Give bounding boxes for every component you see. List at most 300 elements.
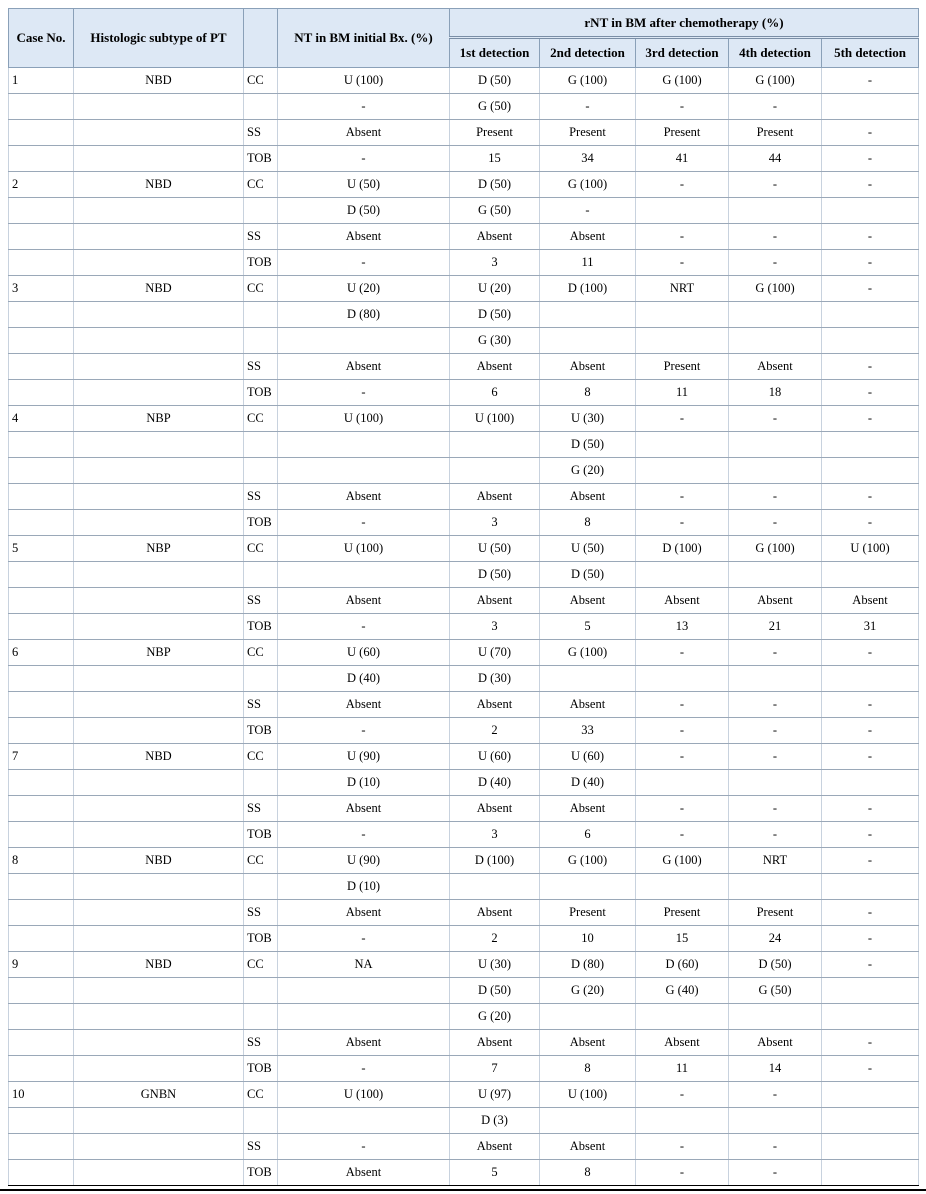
case-no-cell: 5 (9, 536, 74, 562)
detection-1-cell: 15 (450, 146, 540, 172)
results-table (8, 8, 919, 1186)
detection-3-cell (636, 1004, 729, 1030)
detection-5-cell: - (822, 484, 919, 510)
table-row (9, 328, 919, 354)
table-row (9, 146, 919, 172)
detection-2-cell: D (80) (540, 952, 636, 978)
nt-initial-cell: - (278, 380, 450, 406)
nt-initial-cell: - (278, 1056, 450, 1082)
table-row (9, 432, 919, 458)
subtype-cell (74, 380, 244, 406)
table-row (9, 1108, 919, 1134)
table-row (9, 692, 919, 718)
detection-3-cell: - (636, 510, 729, 536)
detection-3-cell: - (636, 744, 729, 770)
detection-5-cell (822, 94, 919, 120)
subtype-cell (74, 1056, 244, 1082)
detection-3-cell (636, 770, 729, 796)
nt-initial-cell: - (278, 1134, 450, 1160)
table-row (9, 120, 919, 146)
detection-2-cell: G (100) (540, 172, 636, 198)
detection-3-cell (636, 1108, 729, 1134)
table-row (9, 796, 919, 822)
table-row (9, 380, 919, 406)
case-no-cell: 4 (9, 406, 74, 432)
case-no-cell (9, 822, 74, 848)
case-no-cell (9, 458, 74, 484)
subtype-cell: NBP (74, 640, 244, 666)
subtype-cell (74, 354, 244, 380)
detection-3-cell: - (636, 1082, 729, 1108)
detection-3-cell: Present (636, 900, 729, 926)
detection-3-cell: - (636, 406, 729, 432)
detection-2-cell: G (100) (540, 848, 636, 874)
subtype-cell (74, 588, 244, 614)
parameter-cell: TOB (244, 926, 278, 952)
parameter-cell: CC (244, 172, 278, 198)
detection-5-cell (822, 978, 919, 1004)
detection-4-cell: - (729, 744, 822, 770)
nt-initial-cell: Absent (278, 354, 450, 380)
case-no-cell: 9 (9, 952, 74, 978)
table-container (8, 8, 918, 1186)
detection-1-cell: 3 (450, 822, 540, 848)
nt-initial-cell: U (100) (278, 536, 450, 562)
parameter-cell (244, 302, 278, 328)
detection-3-cell (636, 666, 729, 692)
nt-initial-cell: D (80) (278, 302, 450, 328)
detection-2-cell: 34 (540, 146, 636, 172)
nt-initial-cell: - (278, 926, 450, 952)
detection-1-cell: D (3) (450, 1108, 540, 1134)
case-no-cell (9, 250, 74, 276)
detection-5-cell: - (822, 172, 919, 198)
case-no-cell (9, 614, 74, 640)
parameter-cell (244, 1004, 278, 1030)
detection-4-cell: - (729, 172, 822, 198)
case-no-cell (9, 666, 74, 692)
detection-3-cell (636, 302, 729, 328)
detection-5-cell: 31 (822, 614, 919, 640)
detection-2-cell: U (50) (540, 536, 636, 562)
table-row (9, 562, 919, 588)
nt-initial-cell: - (278, 510, 450, 536)
case-no-cell: 8 (9, 848, 74, 874)
detection-1-cell: G (30) (450, 328, 540, 354)
detection-4-cell: G (100) (729, 276, 822, 302)
detection-1-cell: 6 (450, 380, 540, 406)
case-no-cell (9, 978, 74, 1004)
table-row (9, 848, 919, 874)
detection-3-cell: - (636, 224, 729, 250)
detection-1-cell: Absent (450, 484, 540, 510)
parameter-cell: CC (244, 276, 278, 302)
parameter-cell: SS (244, 796, 278, 822)
table-row (9, 406, 919, 432)
parameter-cell (244, 1108, 278, 1134)
parameter-cell: TOB (244, 250, 278, 276)
detection-5-cell: U (100) (822, 536, 919, 562)
nt-initial-cell (278, 562, 450, 588)
detection-5-cell (822, 770, 919, 796)
table-body (9, 68, 919, 1186)
subtype-cell (74, 94, 244, 120)
detection-3-cell: 11 (636, 380, 729, 406)
detection-1-cell: D (50) (450, 562, 540, 588)
subtype-cell (74, 198, 244, 224)
detection-3-cell: G (100) (636, 848, 729, 874)
detection-3-cell (636, 198, 729, 224)
subtype-cell (74, 458, 244, 484)
detection-2-cell: G (100) (540, 640, 636, 666)
subtype-cell (74, 666, 244, 692)
table-header (9, 9, 919, 68)
subtype-cell (74, 770, 244, 796)
subtype-cell (74, 510, 244, 536)
subtype-cell: NBD (74, 276, 244, 302)
detection-3-cell: - (636, 94, 729, 120)
detection-2-cell: Absent (540, 588, 636, 614)
nt-initial-cell: U (100) (278, 406, 450, 432)
header-case-no: Case No. (9, 9, 74, 68)
subtype-cell: GNBN (74, 1082, 244, 1108)
case-no-cell: 10 (9, 1082, 74, 1108)
case-no-cell (9, 1134, 74, 1160)
detection-3-cell: - (636, 250, 729, 276)
detection-2-cell: U (100) (540, 1082, 636, 1108)
detection-3-cell: Present (636, 354, 729, 380)
table-row (9, 900, 919, 926)
detection-4-cell: - (729, 250, 822, 276)
subtype-cell (74, 302, 244, 328)
detection-2-cell: D (40) (540, 770, 636, 796)
detection-1-cell: D (40) (450, 770, 540, 796)
parameter-cell: TOB (244, 1160, 278, 1186)
detection-2-cell: 6 (540, 822, 636, 848)
detection-4-cell: 14 (729, 1056, 822, 1082)
parameter-cell: SS (244, 692, 278, 718)
detection-4-cell (729, 1108, 822, 1134)
table-row (9, 640, 919, 666)
case-no-cell (9, 900, 74, 926)
parameter-cell (244, 94, 278, 120)
parameter-cell (244, 458, 278, 484)
detection-5-cell: - (822, 224, 919, 250)
detection-5-cell (822, 302, 919, 328)
detection-3-cell: Present (636, 120, 729, 146)
detection-1-cell: Absent (450, 354, 540, 380)
detection-4-cell: Present (729, 900, 822, 926)
detection-3-cell (636, 328, 729, 354)
table-row (9, 536, 919, 562)
detection-5-cell: - (822, 1056, 919, 1082)
detection-1-cell: Absent (450, 1030, 540, 1056)
detection-5-cell: - (822, 354, 919, 380)
detection-1-cell: 3 (450, 510, 540, 536)
detection-1-cell: Absent (450, 1134, 540, 1160)
detection-1-cell: U (97) (450, 1082, 540, 1108)
table-row (9, 484, 919, 510)
detection-3-cell: - (636, 692, 729, 718)
subtype-cell (74, 328, 244, 354)
case-no-cell (9, 1030, 74, 1056)
detection-2-cell: 8 (540, 1160, 636, 1186)
parameter-cell: CC (244, 1082, 278, 1108)
parameter-cell: CC (244, 848, 278, 874)
detection-4-cell: - (729, 510, 822, 536)
detection-1-cell: G (20) (450, 1004, 540, 1030)
detection-5-cell: - (822, 744, 919, 770)
detection-5-cell: Absent (822, 588, 919, 614)
case-no-cell (9, 146, 74, 172)
detection-5-cell (822, 1108, 919, 1134)
detection-3-cell (636, 432, 729, 458)
detection-5-cell: - (822, 926, 919, 952)
detection-1-cell: 5 (450, 1160, 540, 1186)
table-row (9, 224, 919, 250)
nt-initial-cell: Absent (278, 692, 450, 718)
case-no-cell (9, 1056, 74, 1082)
detection-4-cell: - (729, 640, 822, 666)
table-row (9, 1134, 919, 1160)
subtype-cell (74, 718, 244, 744)
detection-4-cell: G (100) (729, 68, 822, 94)
case-no-cell (9, 1160, 74, 1186)
case-no-cell (9, 692, 74, 718)
nt-initial-cell: Absent (278, 1160, 450, 1186)
table-row (9, 822, 919, 848)
detection-2-cell: Absent (540, 796, 636, 822)
detection-1-cell: D (50) (450, 302, 540, 328)
nt-initial-cell: Absent (278, 1030, 450, 1056)
header-detection: 5th detection (822, 38, 919, 68)
header-detection: 3rd detection (636, 38, 729, 68)
detection-2-cell (540, 302, 636, 328)
case-no-cell (9, 796, 74, 822)
detection-4-cell: G (50) (729, 978, 822, 1004)
detection-2-cell: Absent (540, 1030, 636, 1056)
detection-4-cell: 21 (729, 614, 822, 640)
case-no-cell (9, 198, 74, 224)
subtype-cell (74, 614, 244, 640)
nt-initial-cell (278, 978, 450, 1004)
table-row (9, 874, 919, 900)
detection-5-cell: - (822, 692, 919, 718)
subtype-cell (74, 432, 244, 458)
parameter-cell (244, 562, 278, 588)
detection-3-cell: - (636, 172, 729, 198)
detection-3-cell: Absent (636, 588, 729, 614)
detection-5-cell: - (822, 848, 919, 874)
case-no-cell (9, 510, 74, 536)
bottom-rule (0, 1189, 926, 1191)
detection-1-cell: 3 (450, 614, 540, 640)
subtype-cell (74, 250, 244, 276)
table-row (9, 1004, 919, 1030)
detection-5-cell: - (822, 276, 919, 302)
case-no-cell: 3 (9, 276, 74, 302)
nt-initial-cell: D (10) (278, 770, 450, 796)
subtype-cell (74, 822, 244, 848)
detection-4-cell: Absent (729, 354, 822, 380)
detection-4-cell: - (729, 1082, 822, 1108)
detection-3-cell: - (636, 718, 729, 744)
detection-1-cell: D (50) (450, 172, 540, 198)
case-no-cell (9, 484, 74, 510)
subtype-cell (74, 146, 244, 172)
detection-1-cell: G (50) (450, 198, 540, 224)
detection-5-cell (822, 198, 919, 224)
nt-initial-cell (278, 432, 450, 458)
nt-initial-cell: Absent (278, 900, 450, 926)
parameter-cell: SS (244, 1134, 278, 1160)
case-no-cell (9, 562, 74, 588)
subtype-cell (74, 926, 244, 952)
table-row (9, 718, 919, 744)
table-row (9, 172, 919, 198)
detection-4-cell (729, 328, 822, 354)
subtype-cell: NBD (74, 68, 244, 94)
detection-2-cell: 8 (540, 510, 636, 536)
nt-initial-cell: - (278, 250, 450, 276)
header-rnt-group: rNT in BM after chemotherapy (%) (450, 9, 919, 38)
detection-1-cell: D (100) (450, 848, 540, 874)
table-row (9, 68, 919, 94)
parameter-cell (244, 874, 278, 900)
table-row (9, 302, 919, 328)
nt-initial-cell: Absent (278, 796, 450, 822)
detection-5-cell: - (822, 640, 919, 666)
detection-4-cell: - (729, 406, 822, 432)
parameter-cell (244, 198, 278, 224)
subtype-cell: NBP (74, 406, 244, 432)
detection-4-cell: Absent (729, 588, 822, 614)
detection-4-cell (729, 432, 822, 458)
detection-3-cell: Absent (636, 1030, 729, 1056)
parameter-cell: TOB (244, 510, 278, 536)
detection-4-cell: - (729, 718, 822, 744)
nt-initial-cell (278, 328, 450, 354)
detection-5-cell: - (822, 250, 919, 276)
detection-4-cell: - (729, 822, 822, 848)
table-row (9, 354, 919, 380)
table-row (9, 198, 919, 224)
nt-initial-cell: Absent (278, 120, 450, 146)
subtype-cell: NBD (74, 172, 244, 198)
nt-initial-cell (278, 458, 450, 484)
parameter-cell (244, 770, 278, 796)
nt-initial-cell: D (10) (278, 874, 450, 900)
detection-1-cell: Absent (450, 224, 540, 250)
parameter-cell: CC (244, 640, 278, 666)
table-row (9, 1056, 919, 1082)
nt-initial-cell: - (278, 94, 450, 120)
parameter-cell (244, 328, 278, 354)
case-no-cell (9, 224, 74, 250)
nt-initial-cell: Absent (278, 588, 450, 614)
subtype-cell (74, 1160, 244, 1186)
detection-2-cell: 11 (540, 250, 636, 276)
detection-3-cell: 13 (636, 614, 729, 640)
detection-2-cell (540, 666, 636, 692)
parameter-cell: SS (244, 120, 278, 146)
detection-1-cell: D (50) (450, 978, 540, 1004)
detection-4-cell: - (729, 796, 822, 822)
nt-initial-cell: Absent (278, 224, 450, 250)
detection-5-cell: - (822, 900, 919, 926)
detection-1-cell: Absent (450, 796, 540, 822)
case-no-cell (9, 770, 74, 796)
detection-1-cell: 2 (450, 718, 540, 744)
detection-5-cell (822, 1082, 919, 1108)
detection-4-cell: - (729, 692, 822, 718)
parameter-cell: SS (244, 1030, 278, 1056)
parameter-cell: SS (244, 588, 278, 614)
nt-initial-cell: NA (278, 952, 450, 978)
table-row (9, 94, 919, 120)
parameter-cell: SS (244, 354, 278, 380)
detection-5-cell: - (822, 796, 919, 822)
detection-5-cell: - (822, 952, 919, 978)
subtype-cell (74, 1004, 244, 1030)
detection-3-cell: - (636, 640, 729, 666)
nt-initial-cell: U (100) (278, 1082, 450, 1108)
case-no-cell (9, 120, 74, 146)
detection-4-cell: Absent (729, 1030, 822, 1056)
detection-4-cell: - (729, 224, 822, 250)
detection-1-cell: U (100) (450, 406, 540, 432)
detection-1-cell: U (50) (450, 536, 540, 562)
detection-5-cell (822, 1160, 919, 1186)
case-no-cell (9, 1108, 74, 1134)
subtype-cell (74, 796, 244, 822)
parameter-cell: TOB (244, 380, 278, 406)
detection-3-cell: G (100) (636, 68, 729, 94)
detection-2-cell: D (50) (540, 432, 636, 458)
detection-1-cell: D (30) (450, 666, 540, 692)
nt-initial-cell: Absent (278, 484, 450, 510)
detection-3-cell: G (40) (636, 978, 729, 1004)
detection-1-cell: 3 (450, 250, 540, 276)
subtype-cell (74, 1134, 244, 1160)
detection-3-cell: D (100) (636, 536, 729, 562)
nt-initial-cell: - (278, 614, 450, 640)
table-row (9, 588, 919, 614)
subtype-cell: NBP (74, 536, 244, 562)
table-row (9, 770, 919, 796)
case-no-cell (9, 1004, 74, 1030)
detection-4-cell: 24 (729, 926, 822, 952)
detection-4-cell: 18 (729, 380, 822, 406)
detection-1-cell: 2 (450, 926, 540, 952)
case-no-cell (9, 94, 74, 120)
detection-1-cell (450, 458, 540, 484)
subtype-cell (74, 978, 244, 1004)
detection-1-cell: Absent (450, 692, 540, 718)
detection-4-cell: Present (729, 120, 822, 146)
header-detection: 2nd detection (540, 38, 636, 68)
case-no-cell: 7 (9, 744, 74, 770)
detection-1-cell: Present (450, 120, 540, 146)
detection-5-cell: - (822, 718, 919, 744)
detection-5-cell (822, 458, 919, 484)
detection-1-cell: U (20) (450, 276, 540, 302)
table-row (9, 1030, 919, 1056)
nt-initial-cell: D (40) (278, 666, 450, 692)
detection-2-cell: D (50) (540, 562, 636, 588)
case-no-cell: 6 (9, 640, 74, 666)
detection-2-cell: Absent (540, 692, 636, 718)
